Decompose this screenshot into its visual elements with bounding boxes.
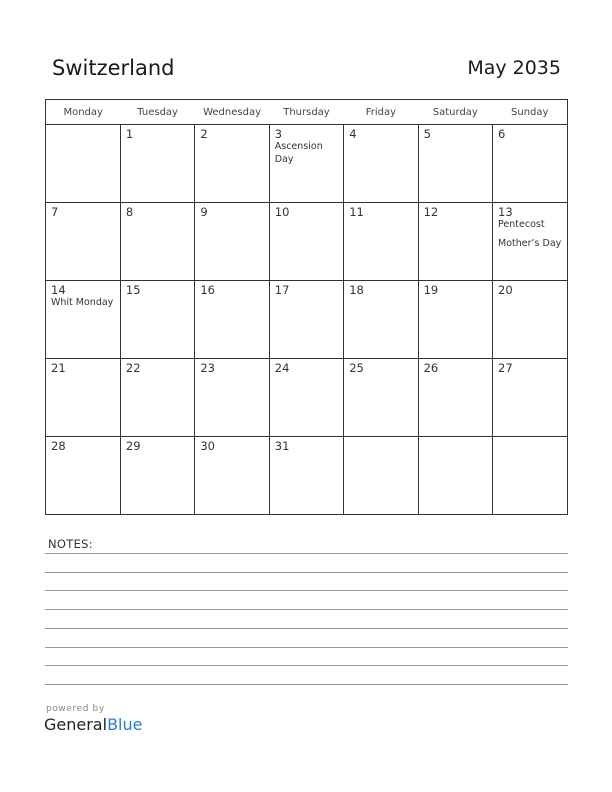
day-cell-9 xyxy=(195,203,269,281)
weekday-header-thursday: Thursday xyxy=(269,100,343,125)
day-cell-8 xyxy=(120,203,194,281)
day-cell-18 xyxy=(344,281,418,359)
day-number: 2 xyxy=(200,127,208,141)
day-cell-29 xyxy=(120,437,194,515)
calendar-body xyxy=(46,125,568,515)
week-row xyxy=(46,437,568,515)
calendar-country-title: Switzerland xyxy=(52,56,175,80)
note-line xyxy=(45,647,568,648)
brand-name-general: General xyxy=(44,715,108,734)
day-number: 25 xyxy=(349,361,364,375)
day-number: 21 xyxy=(51,361,66,375)
day-number: 16 xyxy=(200,283,215,297)
note-line xyxy=(45,572,568,573)
weekday-header-monday: Monday xyxy=(46,100,121,125)
day-number: 30 xyxy=(200,439,215,453)
week-row xyxy=(46,359,568,437)
weekday-header-wednesday: Wednesday xyxy=(195,100,269,125)
calendar-month-year: May 2035 xyxy=(467,57,561,79)
day-cell-31 xyxy=(269,437,343,515)
day-cell-6 xyxy=(493,125,568,203)
note-line xyxy=(45,590,568,591)
day-cell-11 xyxy=(344,203,418,281)
day-cell-25 xyxy=(344,359,418,437)
day-number: 12 xyxy=(423,205,439,219)
day-cell-30 xyxy=(195,437,269,515)
brand-name xyxy=(44,715,142,734)
holiday-event: Whit Monday xyxy=(51,297,114,308)
day-number: 11 xyxy=(349,205,364,219)
empty-day-cell xyxy=(46,125,121,203)
day-number: 5 xyxy=(423,127,431,141)
day-number: 14 xyxy=(51,283,66,297)
day-number: 19 xyxy=(423,283,439,297)
empty-day-cell xyxy=(493,437,568,515)
day-cell-21 xyxy=(46,359,121,437)
day-number: 4 xyxy=(349,127,357,141)
week-row xyxy=(46,125,568,203)
empty-day-cell xyxy=(344,437,418,515)
empty-day-cell xyxy=(418,437,492,515)
day-cell-7 xyxy=(46,203,121,281)
holiday-event: Mother’s Day xyxy=(498,237,562,249)
day-cell-16 xyxy=(195,281,269,359)
day-number: 20 xyxy=(498,283,513,297)
day-cell-1 xyxy=(120,125,194,203)
day-number: 15 xyxy=(125,283,141,297)
generalblue-logo xyxy=(44,704,142,734)
day-number: 7 xyxy=(51,205,59,219)
day-number: 10 xyxy=(274,205,290,219)
day-cell-4 xyxy=(344,125,418,203)
day-cell-17 xyxy=(269,281,343,359)
day-number: 31 xyxy=(274,439,290,453)
day-number: 9 xyxy=(200,205,208,219)
note-line xyxy=(45,609,568,610)
day-cell-12 xyxy=(418,203,492,281)
day-cell-26 xyxy=(418,359,492,437)
notes-label: NOTES: xyxy=(48,537,93,551)
day-cell-22 xyxy=(120,359,194,437)
day-number: 22 xyxy=(125,361,141,375)
day-cell-20 xyxy=(493,281,568,359)
day-number: 26 xyxy=(423,361,439,375)
day-number: 13 xyxy=(498,205,513,219)
note-line xyxy=(45,665,568,666)
day-cell-27 xyxy=(493,359,568,437)
weekday-header-saturday: Saturday xyxy=(418,100,492,125)
weekday-header-friday: Friday xyxy=(344,100,418,125)
note-line xyxy=(45,684,568,685)
day-cell-28 xyxy=(46,437,121,515)
weekday-header-sunday: Sunday xyxy=(493,100,568,125)
note-line xyxy=(45,628,568,629)
powered-by-text: powered by xyxy=(46,704,105,714)
brand-name-blue: Blue xyxy=(107,715,143,734)
day-cell-19 xyxy=(418,281,492,359)
day-cell-23 xyxy=(195,359,269,437)
day-number: 3 xyxy=(274,127,283,141)
day-number: 8 xyxy=(125,205,134,219)
day-cell-5 xyxy=(418,125,492,203)
day-cell-13 xyxy=(493,203,568,281)
day-number: 28 xyxy=(51,439,66,453)
calendar-grid xyxy=(45,99,568,515)
day-cell-10 xyxy=(269,203,343,281)
day-number: 24 xyxy=(274,361,290,375)
day-number: 18 xyxy=(349,283,364,297)
day-number: 1 xyxy=(125,127,134,141)
day-number: 27 xyxy=(498,361,513,375)
day-cell-3 xyxy=(269,125,343,203)
day-cell-24 xyxy=(269,359,343,437)
day-number: 6 xyxy=(498,127,506,141)
week-row xyxy=(46,281,568,359)
day-cell-2 xyxy=(195,125,269,203)
day-cell-15 xyxy=(120,281,194,359)
day-number: 23 xyxy=(200,361,215,375)
week-row xyxy=(46,203,568,281)
note-line xyxy=(45,553,568,554)
holiday-event: Pentecost xyxy=(498,219,545,230)
weekday-header-row xyxy=(46,100,568,125)
holiday-event: Ascension Day xyxy=(274,141,323,165)
day-number: 17 xyxy=(274,283,290,297)
weekday-header-tuesday: Tuesday xyxy=(120,100,194,125)
day-cell-14 xyxy=(46,281,121,359)
day-number: 29 xyxy=(125,439,141,453)
